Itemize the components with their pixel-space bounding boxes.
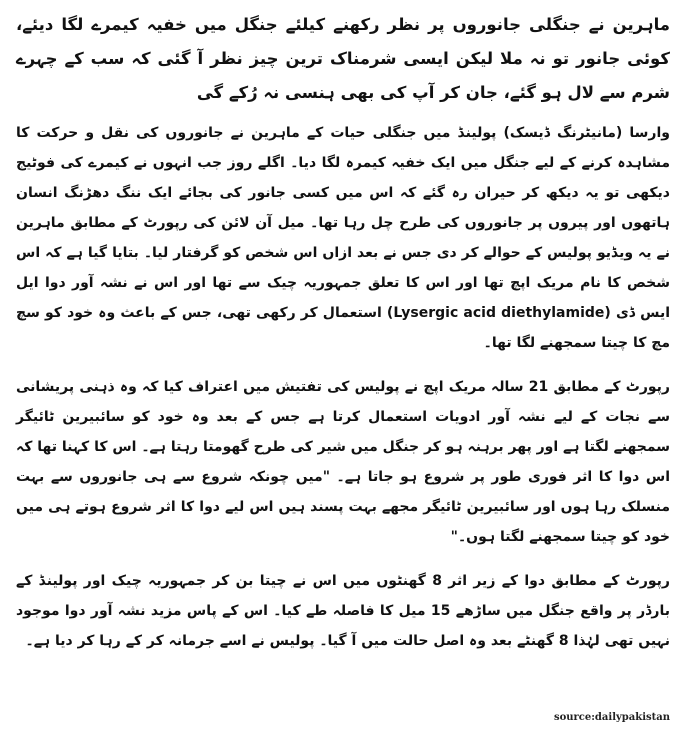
article-paragraph-2: رپورٹ کے مطابق 21 سالہ مریک اپچ نے پولیس کی تفتیش میں اعتراف کیا کہ وہ ذہنی پریشانی سے نجات کے لیے نشہ آور ادویات استعمال کرتا ہے جس کے بعد وہ خود کو سائبیرین ٹائیگر سمجھنے لگتا ہے اور پھر برہنہ ہو کر جنگل میں شیر کی طرح گھومتا رہتا ہے۔ اس کا کہنا تھا کہ اس دوا کا اثر فوری طور پر شروع ہو جاتا ہے۔ "میں چونکہ شروع سے ہی جانوروں سے بہت منسلک رہا ہوں اور سائبیرین ٹائیگر مجھے بہت پسند ہیں اس لیے دوا کا اثر شروع ہوتے ہی میں خود کو چیتا سمجھنے لگتا ہوں۔" [16,379,670,545]
article [16,8,670,670]
article-paragraph-1: وارسا (مانیٹرنگ ڈیسک) پولینڈ میں جنگلی حیات کے ماہرین نے جانوروں کی نقل و حرکت کا مشاہدہ کرنے کے لیے جنگل میں ایک خفیہ کیمرہ لگا دیا۔ اگلے روز جب انہوں نے کیمرے کی فوٹیج دیکھی تو یہ دیکھ کر حیران رہ گئے کہ اس میں کسی جانور کی بجائے ایک ننگ دھڑنگ انسان ہاتھوں اور پیروں پر جانوروں کی طرح چل رہا تھا۔ میل آن لائن کی رپورٹ کے مطابق ماہرین نے یہ ویڈیو پولیس کے حوالے کر دی جس نے بعد ازاں اس شخص کو گرفتار لیا۔ بتایا گیا ہے کہ اس شخص کا نام مریک اپچ تھا اور اس کا تعلق جمہوریہ چیک سے تھا اور اس نے نشہ آور دوا ایل ایس ڈی (Lysergic acid diethylamide) استعمال کر رکھی تھی، جس کے باعث وہ خود کو سچ مچ کا چیتا سمجھنے لگا تھا۔ [16,125,671,351]
source-credit: source:dailypakistan [553,712,670,723]
article-headline: ماہرین نے جنگلی جانوروں پر نظر رکھنے کیلئے جنگل میں خفیہ کیمرے لگا دیئے، کوئی جانور تو نہ ملا لیکن ایسی شرمناک ترین چیز نظر آ گئی کہ سب کے چہرے شرم سے لال ہو گئے، جان کر آپ کی بھی ہنسی نہ رُکے گی [16,15,670,102]
article-paragraph-3: رپورٹ کے مطابق دوا کے زیر اثر 8 گھنٹوں میں اس نے چیتا بن کر جمہوریہ چیک اور پولینڈ کے بارڈر پر واقع جنگل میں ساڑھے 15 میل کا فاصلہ طے کیا۔ اس کے پاس مزید نشہ آور دوا موجود نہیں تھی لہٰذا 8 گھنٹے بعد وہ اصل حالت میں آ گیا۔ پولیس نے اسے جرمانہ کر کے رہا کر دیا ہے۔ [16,573,670,649]
